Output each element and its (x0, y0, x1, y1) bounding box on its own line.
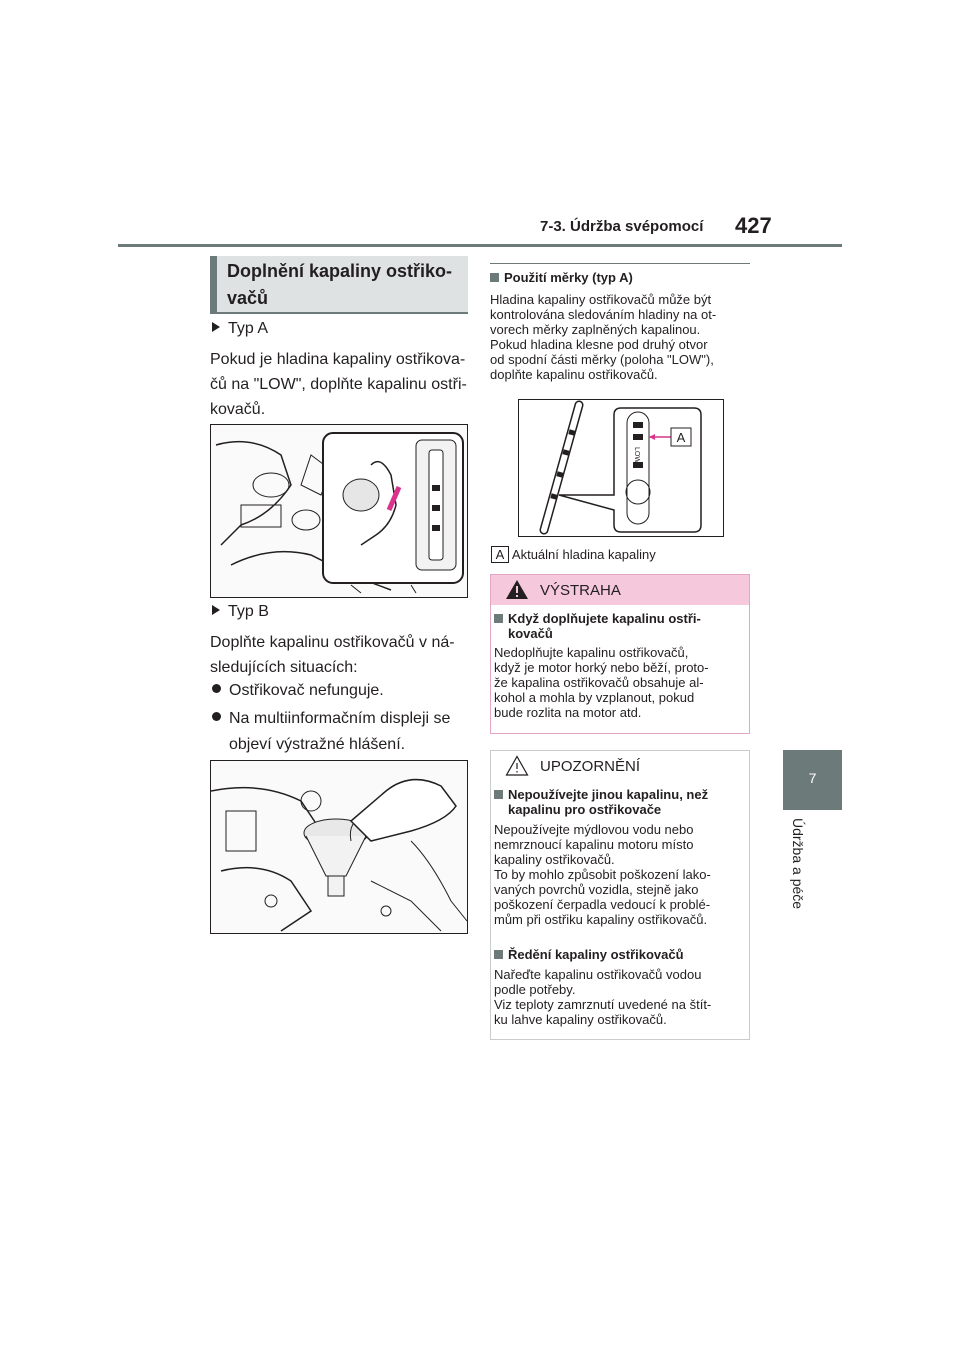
notice-title: UPOZORNĚNÍ (540, 758, 641, 775)
section-heading-line2: vačů (227, 288, 269, 308)
square-bullet-icon (490, 273, 499, 282)
arrow-right-icon (212, 322, 220, 332)
text-line: kapaliny ostřikovačů. (494, 852, 615, 867)
type-a-label: Typ A (228, 320, 269, 337)
text-line: mům při ostřiku kapaliny ostřikovačů. (494, 912, 708, 927)
text-line: čů na "LOW", doplňte kapalinu ostři- (210, 376, 467, 393)
dipstick-illustration (518, 399, 724, 537)
dipstick-drawing (519, 400, 723, 536)
caution-triangle-icon (505, 755, 529, 776)
text-line: když je motor horký nebo běží, proto- (494, 660, 709, 675)
heading-underline (210, 312, 468, 314)
text-line: Nepoužívejte mýdlovou vodu nebo (494, 822, 694, 837)
notice-paragraph-1 (494, 822, 748, 927)
text-line: vorech měrky zaplněných kapalinou. (490, 322, 701, 337)
text-line: nemrznoucí kapalinu motoru místo (494, 837, 694, 852)
bullet-item (212, 678, 468, 703)
bullet-icon (212, 712, 221, 721)
subsection-rule (490, 263, 750, 264)
square-bullet-icon (494, 790, 503, 799)
text-line: Nařeďte kapalinu ostřikovačů vodou (494, 967, 702, 982)
text-line: bude rozlita na motor atd. (494, 705, 642, 720)
square-bullet-icon (494, 950, 503, 959)
notice-heading-1 (494, 787, 746, 817)
dipstick-heading (490, 270, 633, 285)
type-b-item (212, 603, 269, 621)
bullet-text: Na multiinformačním displeji se (229, 710, 451, 727)
warning-heading-line2: kovačů (508, 626, 553, 641)
section-title: 7-3. Údržba svépomocí (540, 218, 704, 235)
header-rule (118, 244, 842, 247)
text-line: že kapalina ostřikovačů obsahuje al- (494, 675, 704, 690)
dipstick-heading-text: Použití měrky (typ A) (504, 270, 633, 285)
text-line: od spodní části měrky (poloha "LOW"), (490, 352, 714, 367)
bullet-text: Ostřikovač nefunguje. (229, 682, 384, 699)
type-b-paragraph (210, 630, 470, 680)
text-line: ku lahve kapaliny ostřikovačů. (494, 1012, 667, 1027)
text-line: Nedoplňujte kapalinu ostřikovačů, (494, 645, 689, 660)
notice-heading-1-line1: Nepoužívejte jinou kapalinu, než (508, 787, 709, 802)
type-b-label: Typ B (228, 603, 269, 620)
figure-caption (491, 546, 656, 563)
text-line: podle potřeby. (494, 982, 576, 997)
engine-type-a-illustration (210, 424, 468, 598)
chapter-number: 7 (808, 770, 817, 786)
warning-title: VÝSTRAHA (540, 582, 621, 599)
text-line: Pokud je hladina kapaliny ostřikova- (210, 351, 466, 368)
text-line: poškození čerpadla vedoucí k problé- (494, 897, 711, 912)
bullet-continuation: objeví výstražné hlášení. (229, 736, 406, 753)
text-line: kohol a mohla by vzplanout, pokud (494, 690, 695, 705)
section-heading-line1: Doplnění kapaliny ostřiko- (227, 261, 453, 281)
bullet-icon (212, 684, 221, 693)
notice-heading-2 (494, 947, 684, 962)
dipstick-paragraph (490, 292, 752, 382)
text-line: Pokud hladina klesne pod druhý otvor (490, 337, 708, 352)
text-line: Hladina kapaliny ostřikovačů může být (490, 292, 712, 307)
type-a-paragraph (210, 347, 470, 422)
text-line: sledujících situacích: (210, 659, 358, 676)
text-line: Viz teploty zamrznutí uvedené na štít- (494, 997, 712, 1012)
caption-label-a: A (491, 546, 509, 563)
engine-type-a-drawing (211, 425, 467, 597)
text-line: Doplňte kapalinu ostřikovačů v ná- (210, 634, 455, 651)
low-mark: LOW (633, 447, 640, 463)
text-line: doplňte kapalinu ostřikovačů. (490, 367, 658, 382)
notice-heading-1-line2: kapalinu pro ostřikovače (508, 802, 662, 817)
text-line: vaných povrchů vozidla, stejně jako (494, 882, 699, 897)
notice-heading-2-text: Ředění kapaliny ostřikovačů (508, 947, 684, 962)
square-bullet-icon (494, 614, 503, 623)
warning-heading (494, 611, 746, 641)
figure-label-a: A (676, 430, 686, 445)
type-a-item (212, 320, 268, 338)
warning-heading-line1: Když doplňujete kapalinu ostři- (508, 611, 701, 626)
chapter-title: Údržba a péče (790, 818, 806, 910)
text-line: To by mohlo způsobit poškození lako- (494, 867, 711, 882)
section-heading-box (210, 256, 468, 312)
caption-text: Aktuální hladina kapaliny (511, 547, 656, 562)
notice-paragraph-2 (494, 967, 748, 1027)
text-line: kontrolována sledováním hladiny na ot- (490, 307, 717, 322)
text-line: kovačů. (210, 401, 266, 418)
engine-type-b-illustration (210, 760, 468, 934)
arrow-right-icon (212, 605, 220, 615)
page-number: 427 (735, 213, 772, 238)
warning-triangle-icon (505, 579, 529, 600)
warning-paragraph (494, 645, 748, 720)
engine-type-b-drawing (211, 761, 467, 933)
bullet-item (212, 706, 468, 731)
